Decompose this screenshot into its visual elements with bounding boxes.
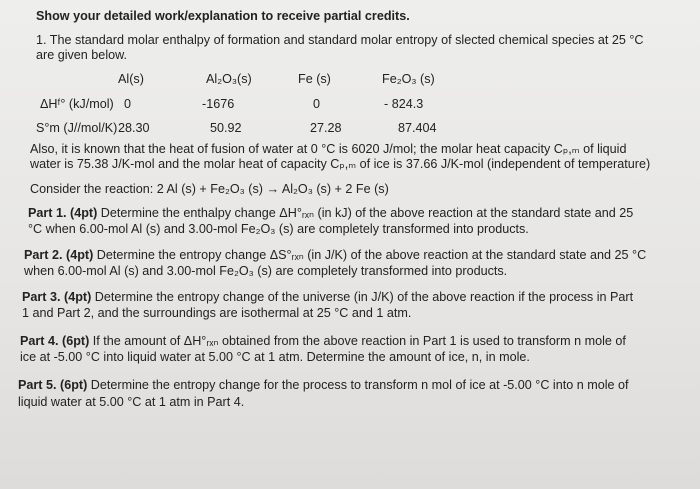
part-2-text: Determine the entropy change ΔS°ᵣₓₙ (in J/K) of the above reaction at the standard state and 25 °C: [93, 248, 647, 262]
col-header-fe: Fe (s): [298, 72, 331, 86]
s-fe: 27.28: [310, 121, 342, 135]
part-3-line-1: [22, 290, 633, 305]
part-5-text: Determine the entropy change for the process to transform n mol of ice at -5.00 °C into n mole of: [87, 378, 629, 392]
s-al: 28.30: [118, 121, 150, 135]
question-1-intro: 1. The standard molar enthalpy of formation and standard molar entropy of slected chemical species at 25 °C: [36, 33, 644, 47]
part-5-label: Part 5. (6pt): [18, 378, 88, 392]
dh-fe2o3: - 824.3: [384, 97, 424, 111]
reaction-equation: Consider the reaction: 2 Al (s) + Fe₂O₃ (s) → Al₂O₃ (s) + 2 Fe (s): [30, 182, 389, 196]
part-1-line-1: [28, 206, 633, 221]
dh-fe: 0: [313, 97, 321, 111]
part-5-line-2: liquid water at 5.00 °C at 1 atm in Part 4.: [18, 395, 245, 409]
dh-al: 0: [124, 97, 132, 111]
part-3-label: Part 3. (4pt): [22, 290, 92, 304]
col-header-al: Al(s): [118, 72, 144, 86]
part-1-line-2: °C when 6.00-mol Al (s) and 3.00-mol Fe₂O₃ (s) are completely transformed into products.: [28, 222, 529, 236]
col-header-al2o3: Al₂O₃(s): [206, 72, 252, 86]
s-al2o3: 50.92: [210, 121, 242, 135]
part-4-label: Part 4. (6pt): [20, 334, 90, 348]
heat-capacity-note-cont: water is 75.38 J/K-mol and the molar heat of capacity Cₚ,ₘ of ice is 37.66 J/K-mol (independent of temperature): [30, 157, 651, 171]
part-1-label: Part 1. (4pt): [28, 206, 98, 220]
heat-capacity-note: Also, it is known that the heat of fusion of water at 0 °C is 6020 J/mol; the molar heat capacity Cₚ,ₘ of liquid: [30, 142, 627, 156]
part-4-text: If the amount of ΔH°ᵣₓₙ obtained from the above reaction in Part 1 is used to transform n mole of: [89, 334, 626, 348]
question-1-intro-cont: are given below.: [36, 48, 128, 62]
part-1-text: Determine the enthalpy change ΔH°ᵣₓₙ (in kJ) of the above reaction at the standard state and 25: [97, 206, 634, 220]
row-label-entropy: S°m (J//mol/K): [36, 121, 118, 135]
part-2-label: Part 2. (4pt): [24, 248, 94, 262]
instructions-header: Show your detailed work/explanation to receive partial credits.: [36, 9, 410, 23]
part-3-line-2: 1 and Part 2, and the surroundings are isothermal at 25 °C and 1 atm.: [22, 306, 412, 320]
s-fe2o3: 87.404: [398, 121, 437, 135]
part-2-line-2: when 6.00-mol Al (s) and 3.00-mol Fe₂O₃ (s) are completely transformed into products.: [24, 264, 508, 278]
row-label-enthalpy: ΔHᶠ° (kJ/mol): [40, 97, 114, 111]
dh-al2o3: -1676: [202, 97, 235, 111]
part-5-line-1: [18, 378, 629, 393]
part-2-line-1: [24, 248, 646, 263]
part-4-line-2: ice at -5.00 °C into liquid water at 5.00 °C at 1 atm. Determine the amount of ice, n, in mole.: [20, 350, 530, 364]
part-4-line-1: [20, 334, 626, 349]
part-3-text: Determine the entropy change of the universe (in J/K) of the above reaction if the process in Part: [91, 290, 634, 304]
col-header-fe2o3: Fe₂O₃ (s): [382, 72, 435, 86]
